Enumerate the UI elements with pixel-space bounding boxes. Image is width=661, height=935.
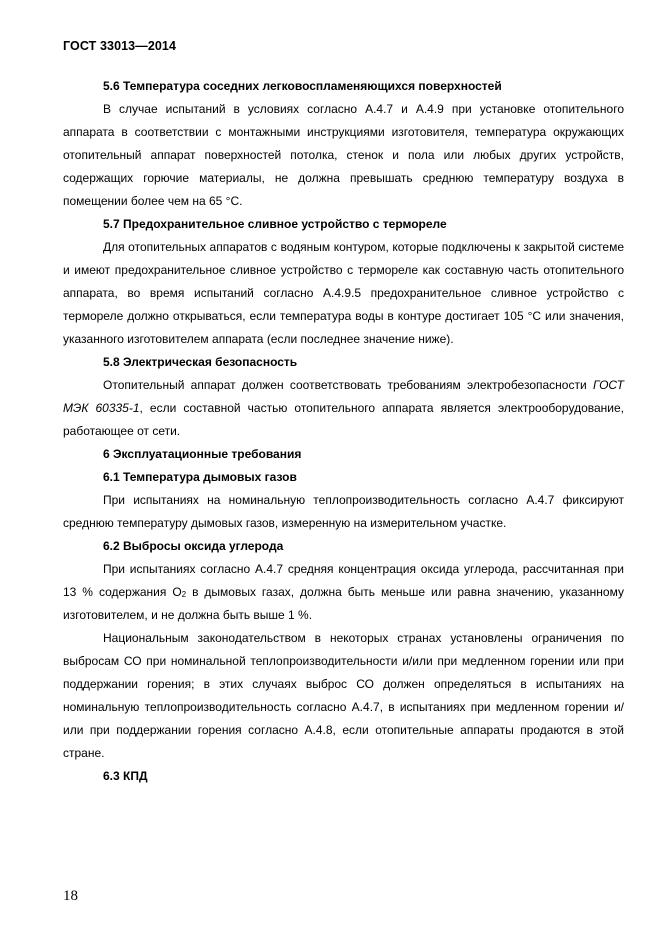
paragraph-text: в дымовых газах, должна быть меньше или равна значению, указанному изготовителем, и не должна быть выше 1 %. (63, 585, 624, 622)
section-6-2-paragraph-1 (63, 558, 624, 627)
section-5-8-heading: 5.8 Электрическая безопасность (103, 355, 298, 369)
section-5-8-paragraph (63, 374, 624, 443)
section-6-1-heading: 6.1 Температура дымовых газов (103, 470, 297, 484)
section-5-7-heading: 5.7 Предохранительное сливное устройство с термореле (103, 217, 447, 231)
paragraph-text: При испытаниях согласно А.4.7 средняя концентрация оксида углерода, рассчитанная при 13 % содержания О (63, 562, 624, 599)
section-6-2-paragraph-2: Национальным законодательством в некоторых странах установлены ограничения по выбросам СО при номинальной теплопроизводительности и/или при медленном горении или при поддержании горения; в этих случаях выброс СО должен определяться в испытаниях на номинальную теплопроизводительность согласно А.4.7, в испытаниях при медленном горении и/или при поддержании горения согласно А.4.8, если отопительные аппараты продаются в этой стране. (63, 631, 624, 760)
section-5-7-paragraph: Для отопительных аппаратов с водяным контуром, которые подключены к закрытой системе и имеют предохранительное сливное устройство с термореле как составную часть отопительного аппарата, во время испытаний согласно А.4.9.5 предохранительное сливное устройство с термореле должно открываться, если температура воды в контуре достигает 105 °С или значения, указанного изготовителем аппарата (если последнее значение ниже). (63, 240, 624, 346)
section-5-6-paragraph: В случае испытаний в условиях согласно А.4.7 и А.4.9 при установке отопительного аппарата в соответствии с монтажными инструкциями изготовителя, температура окружающих отопительный аппарат поверхностей потолка, стенок и пола или любых других устройств, содержащих горючие материалы, не должна превышать среднюю температуру воздуха в помещении более чем на 65 °С. (63, 102, 624, 208)
page-number: 18 (63, 888, 78, 904)
section-5-6-heading: 5.6 Температура соседних легковоспламеняющихся поверхностей (103, 79, 502, 93)
section-6-heading: 6 Эксплуатационные требования (103, 447, 302, 461)
subscript: 2 (181, 590, 187, 599)
section-6-1-paragraph: При испытаниях на номинальную теплопроизводительность согласно А.4.7 фиксируют среднюю температуру дымовых газов, измеренную на измерительном участке. (63, 493, 624, 530)
section-6-2-heading: 6.2 Выбросы оксида углерода (103, 539, 284, 553)
page-body (63, 75, 624, 788)
standard-reference: ГОСТ МЭК 60335-1 (63, 378, 624, 415)
section-6-3-heading: 6.3 КПД (103, 769, 148, 783)
paragraph-text: , если составной частью отопительного аппарата является электрооборудование, работающее от сети. (63, 401, 624, 438)
document-header: ГОСТ 33013—2014 (63, 39, 177, 53)
paragraph-text: Отопительный аппарат должен соответствовать требованиям электробезопасности (103, 378, 593, 392)
